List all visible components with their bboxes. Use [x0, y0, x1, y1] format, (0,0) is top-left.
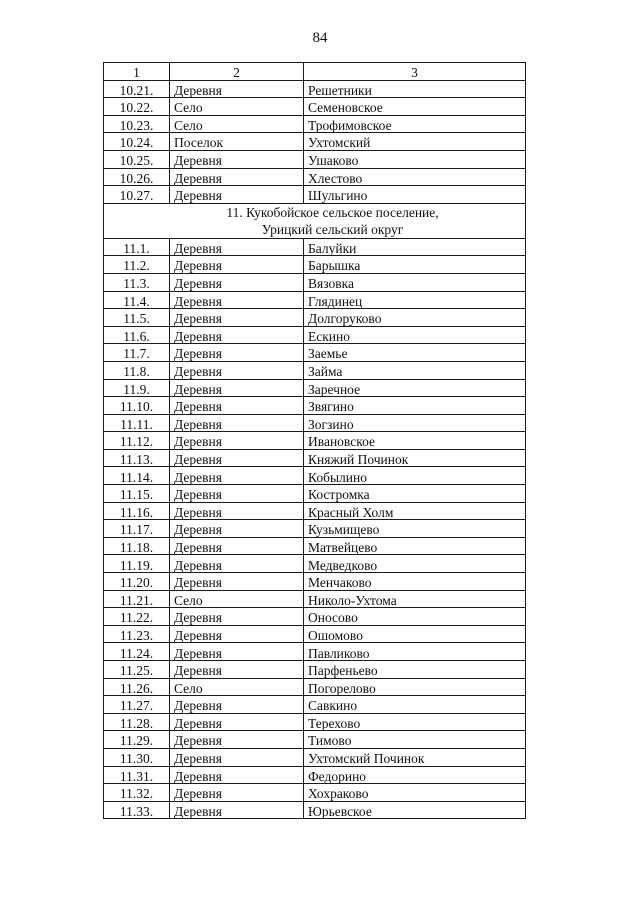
- column-header-3: 3: [304, 63, 526, 81]
- settlement-type: Деревня: [170, 414, 304, 432]
- settlement-name: Хлестово: [304, 168, 526, 186]
- row-number: 11.7.: [104, 344, 170, 362]
- row-number: 10.26.: [104, 168, 170, 186]
- table-row: [104, 379, 526, 397]
- table-row: [104, 748, 526, 766]
- table-row: [104, 643, 526, 661]
- settlement-name: Заречное: [304, 379, 526, 397]
- row-number: 11.23.: [104, 625, 170, 643]
- settlement-name: Медведково: [304, 555, 526, 573]
- settlement-type: Деревня: [170, 168, 304, 186]
- settlement-name: Матвейцево: [304, 537, 526, 555]
- table-row: [104, 361, 526, 379]
- settlement-type: Село: [170, 678, 304, 696]
- row-number: 11.29.: [104, 731, 170, 749]
- settlement-type: Село: [170, 98, 304, 116]
- settlement-type: Деревня: [170, 608, 304, 626]
- settlement-type: Деревня: [170, 326, 304, 344]
- table-row: [104, 625, 526, 643]
- row-number: 11.1.: [104, 238, 170, 256]
- row-number: 11.2.: [104, 256, 170, 274]
- settlement-type: Деревня: [170, 432, 304, 450]
- settlement-name: Семеновское: [304, 98, 526, 116]
- row-number: 10.25.: [104, 150, 170, 168]
- table-row: [104, 449, 526, 467]
- row-number: 10.24.: [104, 133, 170, 151]
- settlement-name: Ушаково: [304, 150, 526, 168]
- table-row: [104, 590, 526, 608]
- row-number: 11.27.: [104, 696, 170, 714]
- settlement-type: Деревня: [170, 801, 304, 819]
- settlement-type: Деревня: [170, 537, 304, 555]
- table-row: [104, 256, 526, 274]
- settlement-type: Деревня: [170, 309, 304, 327]
- section-heading-line1: 11. Кукобойское сельское поселение,: [226, 204, 439, 220]
- settlement-name: Менчаково: [304, 573, 526, 591]
- settlement-type: Деревня: [170, 150, 304, 168]
- row-number: 11.15.: [104, 485, 170, 503]
- table-row: [104, 432, 526, 450]
- table-row: [104, 309, 526, 327]
- settlement-name: Трофимовское: [304, 115, 526, 133]
- settlement-type: Деревня: [170, 273, 304, 291]
- settlement-type: Деревня: [170, 467, 304, 485]
- settlement-name: Заемье: [304, 344, 526, 362]
- table-row: [104, 713, 526, 731]
- table-row: [104, 502, 526, 520]
- table-row: [104, 520, 526, 538]
- row-number: 11.32.: [104, 784, 170, 802]
- settlement-type: Деревня: [170, 713, 304, 731]
- row-number: 11.20.: [104, 573, 170, 591]
- settlement-name: Николо-Ухтома: [304, 590, 526, 608]
- settlement-name: Кобылино: [304, 467, 526, 485]
- settlement-name: Оносово: [304, 608, 526, 626]
- column-header-2: 2: [170, 63, 304, 81]
- row-number: 11.31.: [104, 766, 170, 784]
- table-row: [104, 555, 526, 573]
- settlement-type: Деревня: [170, 661, 304, 679]
- row-number: 10.22.: [104, 98, 170, 116]
- table-row: [104, 168, 526, 186]
- settlement-name: Парфеньево: [304, 661, 526, 679]
- table-row: [104, 485, 526, 503]
- table-row: [104, 238, 526, 256]
- settlement-type: Деревня: [170, 344, 304, 362]
- row-number: 11.11.: [104, 414, 170, 432]
- row-number: 11.21.: [104, 590, 170, 608]
- row-number: 11.18.: [104, 537, 170, 555]
- settlement-type: Деревня: [170, 766, 304, 784]
- row-number: 11.22.: [104, 608, 170, 626]
- settlement-name: Княжий Починок: [304, 449, 526, 467]
- settlement-name: Ухтомский: [304, 133, 526, 151]
- settlement-type: Деревня: [170, 625, 304, 643]
- settlement-type: Деревня: [170, 80, 304, 98]
- row-number: 11.3.: [104, 273, 170, 291]
- settlement-name: Балуйки: [304, 238, 526, 256]
- table-body: [104, 63, 526, 819]
- row-number: 11.8.: [104, 361, 170, 379]
- table-row: [104, 150, 526, 168]
- row-number: 11.16.: [104, 502, 170, 520]
- table-row: [104, 573, 526, 591]
- row-number: 11.5.: [104, 309, 170, 327]
- row-number: 11.28.: [104, 713, 170, 731]
- table-row: [104, 678, 526, 696]
- row-number: 11.4.: [104, 291, 170, 309]
- section-heading: [104, 203, 526, 238]
- row-number: 11.10.: [104, 397, 170, 415]
- settlement-type: Поселок: [170, 133, 304, 151]
- table-row: [104, 186, 526, 204]
- column-header-1: 1: [104, 63, 170, 81]
- settlements-table: [103, 62, 526, 819]
- settlement-name: Долгоруково: [304, 309, 526, 327]
- section-heading-row: [104, 203, 526, 238]
- settlement-name: Погорелово: [304, 678, 526, 696]
- settlement-type: Деревня: [170, 696, 304, 714]
- table-header-row: [104, 63, 526, 81]
- settlement-name: Глядинец: [304, 291, 526, 309]
- settlement-name: Вязовка: [304, 273, 526, 291]
- settlement-type: Деревня: [170, 361, 304, 379]
- settlement-type: Деревня: [170, 397, 304, 415]
- settlement-type: Деревня: [170, 784, 304, 802]
- settlement-type: Деревня: [170, 573, 304, 591]
- settlement-name: Терехово: [304, 713, 526, 731]
- settlement-type: Деревня: [170, 731, 304, 749]
- row-number: 11.19.: [104, 555, 170, 573]
- table-row: [104, 115, 526, 133]
- settlement-name: Красный Холм: [304, 502, 526, 520]
- table-row: [104, 397, 526, 415]
- table-row: [104, 696, 526, 714]
- settlement-name: Кузьмищево: [304, 520, 526, 538]
- settlement-type: Село: [170, 590, 304, 608]
- row-number: 11.33.: [104, 801, 170, 819]
- settlement-name: Барышка: [304, 256, 526, 274]
- table-row: [104, 80, 526, 98]
- settlement-type: Деревня: [170, 379, 304, 397]
- row-number: 10.23.: [104, 115, 170, 133]
- settlement-type: Деревня: [170, 291, 304, 309]
- table-row: [104, 661, 526, 679]
- section-heading-line2: Урицкий сельский округ: [261, 221, 404, 237]
- row-number: 11.17.: [104, 520, 170, 538]
- settlement-type: Деревня: [170, 748, 304, 766]
- table-row: [104, 801, 526, 819]
- settlement-name: Федорино: [304, 766, 526, 784]
- row-number: 11.12.: [104, 432, 170, 450]
- row-number: 10.21.: [104, 80, 170, 98]
- settlement-name: Займа: [304, 361, 526, 379]
- settlement-type: Деревня: [170, 186, 304, 204]
- settlement-name: Зогзино: [304, 414, 526, 432]
- table-row: [104, 784, 526, 802]
- settlement-type: Деревня: [170, 555, 304, 573]
- settlement-type: Деревня: [170, 643, 304, 661]
- settlement-type: Село: [170, 115, 304, 133]
- settlement-name: Ошомово: [304, 625, 526, 643]
- table-row: [104, 98, 526, 116]
- settlement-name: Решетники: [304, 80, 526, 98]
- table-row: [104, 326, 526, 344]
- table-row: [104, 133, 526, 151]
- settlement-type: Деревня: [170, 256, 304, 274]
- table-row: [104, 273, 526, 291]
- row-number: 11.24.: [104, 643, 170, 661]
- settlement-type: Деревня: [170, 449, 304, 467]
- settlement-type: Деревня: [170, 485, 304, 503]
- table-row: [104, 291, 526, 309]
- settlement-type: Деревня: [170, 502, 304, 520]
- row-number: 11.30.: [104, 748, 170, 766]
- settlement-name: Савкино: [304, 696, 526, 714]
- row-number: 10.27.: [104, 186, 170, 204]
- row-number: 11.13.: [104, 449, 170, 467]
- settlement-name: Костромка: [304, 485, 526, 503]
- table-row: [104, 731, 526, 749]
- table-row: [104, 467, 526, 485]
- settlement-name: Шульгино: [304, 186, 526, 204]
- row-number: 11.14.: [104, 467, 170, 485]
- settlement-type: Деревня: [170, 238, 304, 256]
- settlement-name: Тимово: [304, 731, 526, 749]
- row-number: 11.6.: [104, 326, 170, 344]
- settlement-name: Ухтомский Починок: [304, 748, 526, 766]
- settlement-name: Ескино: [304, 326, 526, 344]
- settlement-name: Ивановское: [304, 432, 526, 450]
- table-row: [104, 414, 526, 432]
- settlement-type: Деревня: [170, 520, 304, 538]
- table-row: [104, 537, 526, 555]
- settlement-name: Павликово: [304, 643, 526, 661]
- settlement-name: Звягино: [304, 397, 526, 415]
- page-number: 84: [312, 30, 328, 46]
- row-number: 11.26.: [104, 678, 170, 696]
- row-number: 11.25.: [104, 661, 170, 679]
- table-row: [104, 344, 526, 362]
- row-number: 11.9.: [104, 379, 170, 397]
- table-row: [104, 766, 526, 784]
- settlement-name: Хохраково: [304, 784, 526, 802]
- settlement-name: Юрьевское: [304, 801, 526, 819]
- table-row: [104, 608, 526, 626]
